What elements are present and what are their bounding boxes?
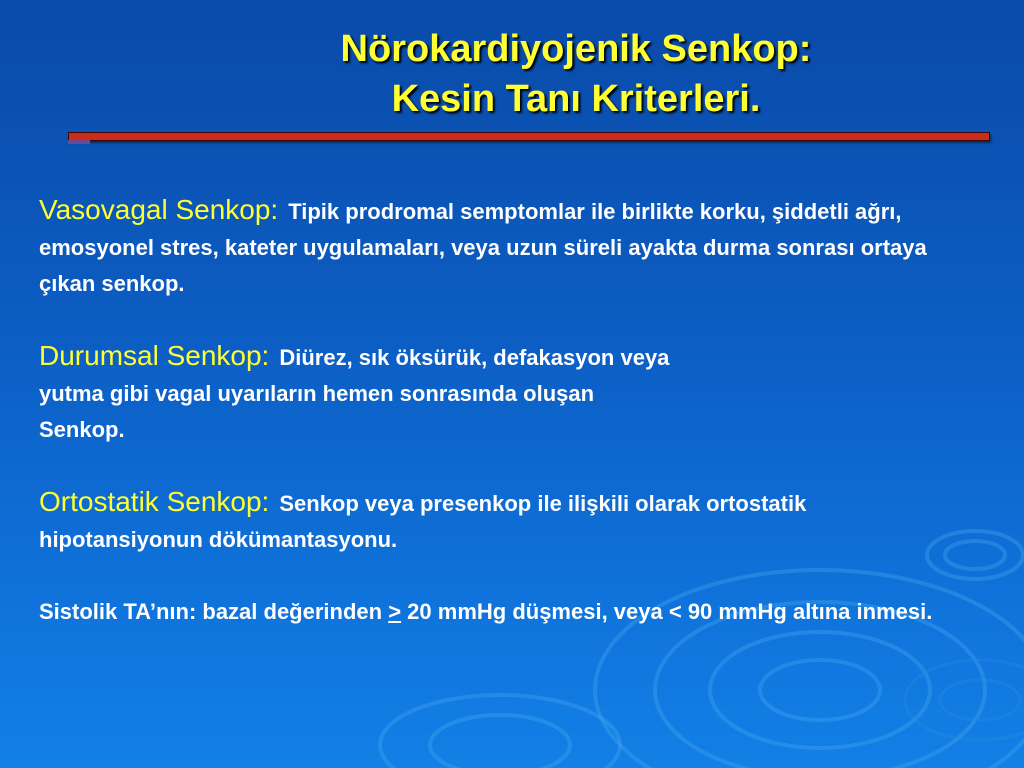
- ortostatik-paragraph: [39, 484, 939, 558]
- durumsal-text-line2: yutma gibi vagal uyarıların hemen sonrasında oluşan: [39, 381, 595, 406]
- slide-body: [39, 192, 939, 666]
- ortostatik-term: Ortostatik Senkop:: [39, 486, 270, 517]
- title-line-2: Kesin Tanı Kriterleri.: [391, 78, 761, 120]
- vasovagal-term: Vasovagal Senkop:: [39, 194, 279, 225]
- greater-or-equal-symbol: >: [388, 599, 402, 624]
- vasovagal-paragraph: [39, 192, 939, 302]
- durumsal-text-line3: Senkop.: [39, 417, 125, 442]
- vasovagal-text: Tipik prodromal semptomlar ile birlikte korku, şiddetli ağrı, emosyonel stres, kateter uygulamaları, veya uzun süreli ayakta durma sonrası ortaya çıkan senkop.: [39, 199, 927, 296]
- durumsal-text-line1: Diürez, sık öksürük, defakasyon veya: [279, 345, 670, 370]
- title-line-1: Nörokardiyojenik Senkop:: [340, 28, 812, 70]
- durumsal-term: Durumsal Senkop:: [39, 340, 270, 371]
- title-divider: [68, 132, 990, 141]
- criteria-prefix: Sistolik TA’nın: bazal değerinden: [39, 599, 389, 624]
- criteria-paragraph: [39, 594, 939, 630]
- ortostatik-text: Senkop veya presenkop ile ilişkili olarak ortostatik hipotansiyonun dökümantasyonu.: [39, 491, 807, 552]
- durumsal-paragraph: [39, 338, 939, 448]
- title-divider-accent: [68, 140, 90, 144]
- criteria-suffix: 20 mmHg düşmesi, veya < 90 mmHg altına inmesi.: [401, 599, 933, 624]
- slide-title: [0, 24, 1024, 124]
